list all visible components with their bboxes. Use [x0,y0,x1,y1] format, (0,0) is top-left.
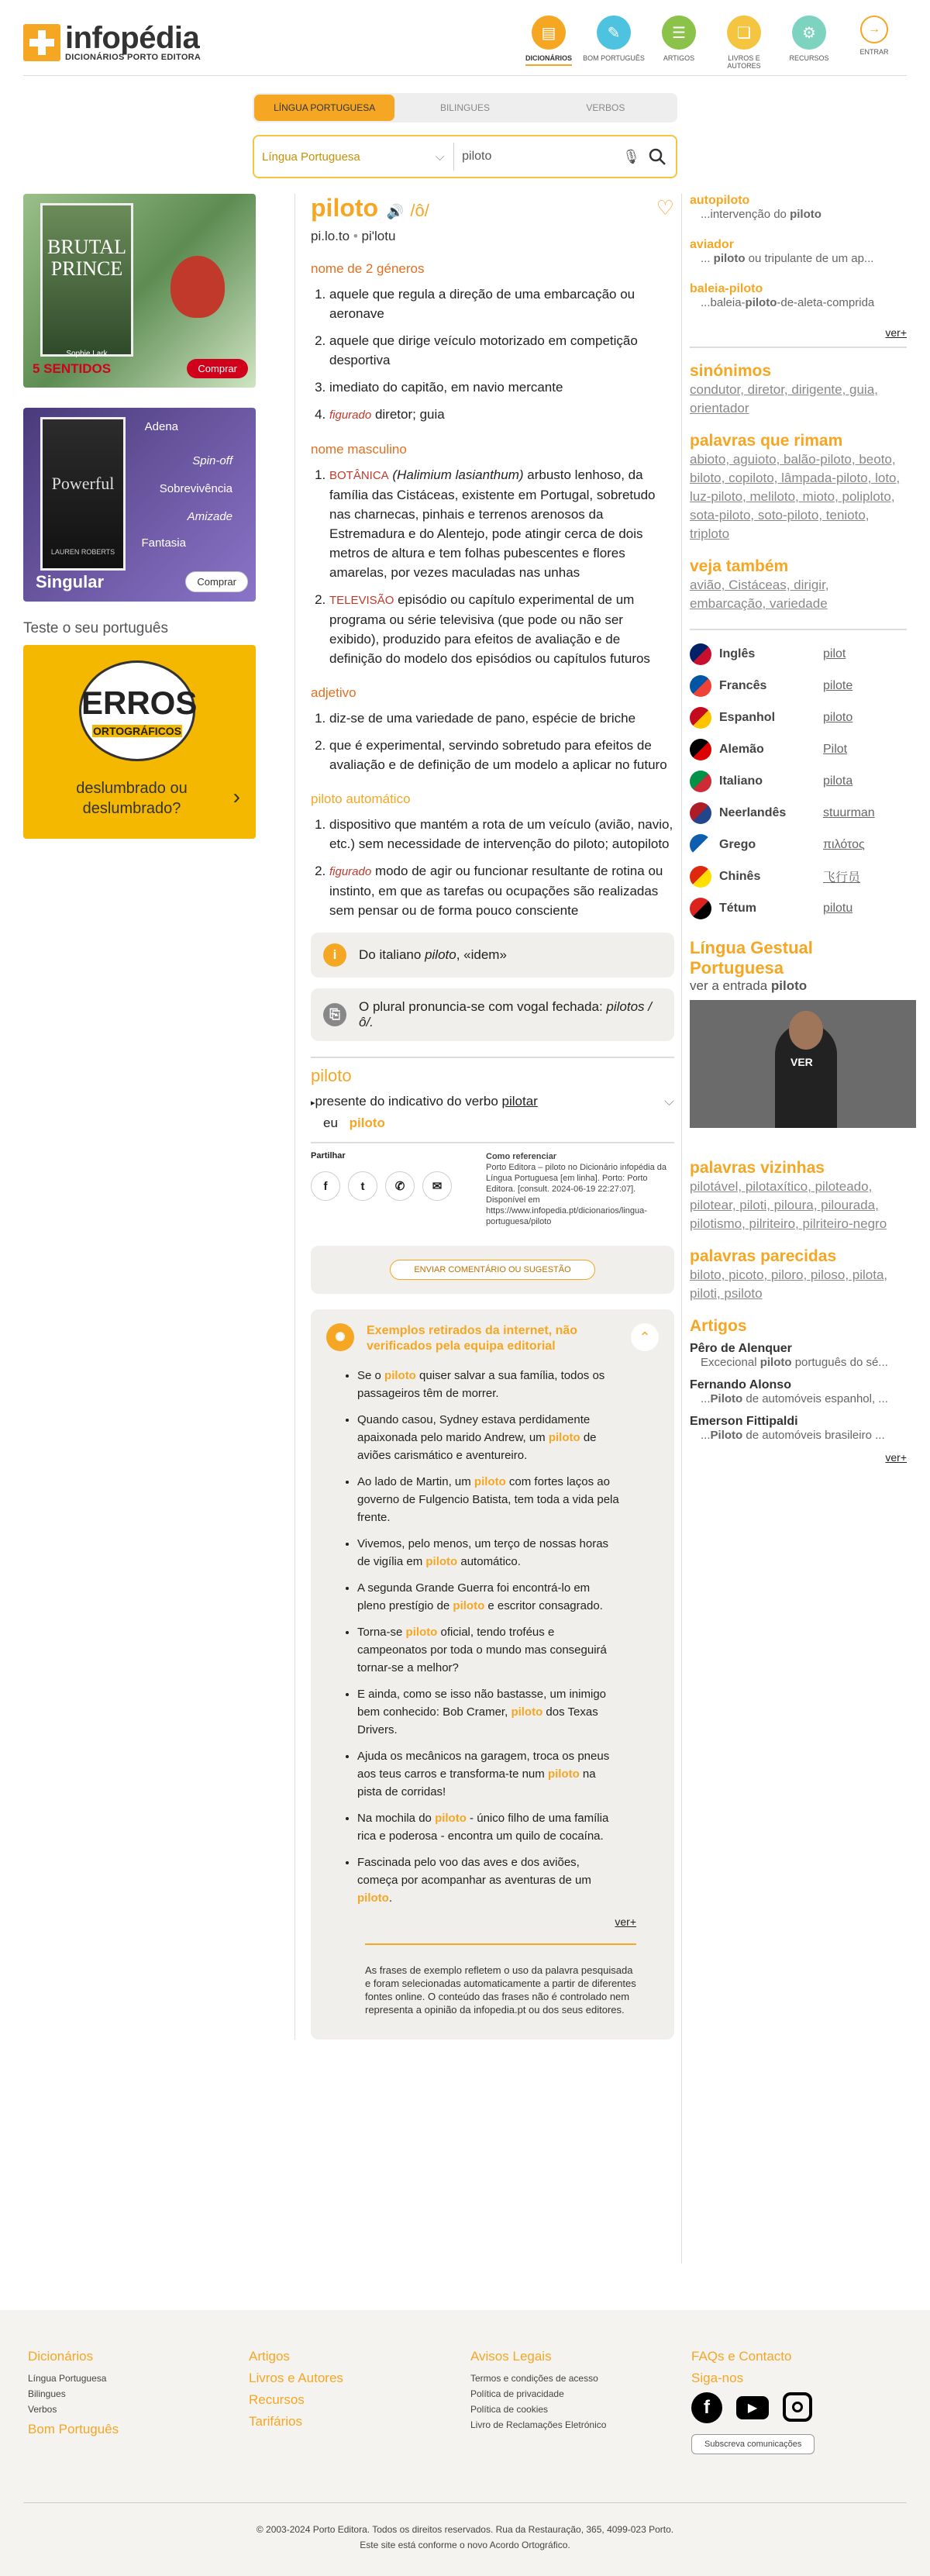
buy-button[interactable]: Comprar [187,359,248,378]
example-sentence [357,1411,621,1464]
whatsapp-icon[interactable]: ✆ [385,1171,415,1201]
related-title: autopiloto [690,194,750,207]
translation-language: Espanhol [719,710,776,724]
article-title: Emerson Fittipaldi [690,1415,798,1428]
book-ad-brutal-prince[interactable] [23,194,256,388]
quiz-logo-subtext: ORTOGRÁFICOS [92,725,182,737]
tab-bilingues[interactable]: BILINGUES [439,102,490,113]
search-bar [253,135,677,178]
chevron-down-icon: ⌵ [435,150,445,164]
articles-title: Artigos [690,1317,747,1335]
translation-word[interactable]: pilote [823,678,853,692]
resources-icon: ⚙ [792,16,826,50]
section-heading: adjetivo [311,685,356,700]
translation-word[interactable]: pilot [823,647,846,660]
signer-head [789,1011,823,1050]
examples-disclaimer: As frases de exemplo refletem o uso da palavra pesquisada e foram selecionadas automaticamente a partir de diferentes fontes online. O conteúdo das frases não é controlado nem representa a opinião da infopedia.pt ou dos seus editores. [365,1964,636,2016]
translation-row [690,860,907,892]
book-author: Sophie Lark [66,350,108,358]
domain-label: BOTÂNICA [329,469,389,482]
sign-language-video[interactable] [690,1000,916,1128]
chevron-right-icon[interactable]: › [232,785,240,809]
nav-artigos[interactable] [646,14,711,70]
footer-link[interactable]: Livros e Autores [249,2371,343,2385]
example-text: e escritor consagrado. [484,1599,603,1612]
snippet: ... [701,252,714,265]
synonyms-list[interactable]: condutor, diretor, dirigente, guia, orientador [690,382,878,416]
article-title: Fernando Alonso [690,1378,791,1391]
related-entry[interactable] [690,194,907,221]
login-icon: → [860,16,888,43]
right-sidebar [690,194,907,1464]
send-comment-button[interactable]: ENVIAR COMENTÁRIO OU SUGESTÃO [390,1260,594,1280]
definition: 2. que é experimental, servindo sobretudo para efeitos de avaliação e de definição de um modelo a aplicar no futuro [329,736,674,774]
book-ad-powerful[interactable] [23,408,256,602]
book-author: LAUREN ROBERTS [50,548,115,556]
etymology-note [311,933,674,978]
cite-title: Como referenciar [486,1152,557,1161]
share-cite-row [311,1142,674,1227]
lgp-word: piloto [770,978,808,993]
translations [690,629,907,924]
book-open-icon: ❏ [727,16,761,50]
related-entry[interactable] [690,282,907,309]
search-input[interactable] [454,150,622,164]
ad-tag: Amizade [187,510,232,523]
translation-word[interactable]: stuurman [823,805,875,819]
translation-word[interactable]: piloto [823,710,853,724]
example-text: A segunda Grande Guerra foi encontrá-lo em pleno prestígio de [357,1581,591,1612]
main-nav [516,14,907,70]
citation [486,1151,674,1227]
footer-link[interactable]: Artigos [249,2349,290,2364]
copyright-line: © 2003-2024 Porto Editora. Todos os direitos reservados. Rua da Restauração, 365, 4099-023 Porto. [256,2524,674,2535]
snippet: ...intervenção do [701,208,790,221]
rhymes-list[interactable]: abioto, aguioto, balão-piloto, beoto, biloto, copiloto, lâmpada-piloto, loto, luz-piloto, meliloto, mioto, poliploto, sota-piloto, soto-piloto, tenioto, triploto [690,452,901,541]
section-heading: nome masculino [311,442,407,457]
snippet-highlight: piloto [760,1356,792,1369]
translation-row [690,829,907,860]
note-text: Do italiano [359,947,425,962]
definition [329,405,674,425]
translation-language: Inglês [719,647,756,660]
nav-label: LIVROS E AUTORES [727,54,761,70]
nav-label: ENTRAR [859,48,889,56]
definition: 2. aquele que dirige veículo motorizado em competição desportiva [329,331,674,370]
translation-language: Neerlandês [719,805,787,819]
nav-dicionarios[interactable] [516,14,581,70]
quiz-heading: Teste o seu português [23,620,168,636]
translation-word[interactable]: πιλότος [823,837,865,851]
example-sentence [357,1685,621,1739]
footer-link[interactable]: FAQs e Contacto [691,2349,792,2364]
translation-row [690,892,907,924]
pronoun: eu [323,1116,338,1130]
snippet-highlight: Piloto [710,1429,743,1442]
example-highlight: piloto [435,1812,467,1825]
example-highlight: piloto [474,1475,506,1488]
strawberry-icon [170,256,225,318]
publisher-logo: Singular [36,572,105,591]
nav-entrar[interactable] [842,14,907,70]
footer-col-social [691,2349,815,2454]
footer-col-dictionaries [28,2349,119,2443]
translation-word[interactable]: pilotu [823,901,853,915]
headword: piloto [311,194,379,222]
column-divider [681,194,682,2264]
article-title: Pêro de Alenquer [690,1342,792,1355]
neighbors-list[interactable]: pilotável, pilotaxítico, piloteado, pilotear, piloti, piloura, pilourada, pilotismo, pilriteiro, pilriteiro-negro [690,1179,887,1231]
definition: 3. imediato do capitão, em navio mercante [329,378,674,397]
example-text: . [388,1891,392,1905]
language-select[interactable] [254,150,453,164]
example-text: Vivemos, pelo menos, um terço de nossas horas de vigília em [357,1537,609,1568]
footer-link[interactable]: Política de cookies [470,2404,549,2415]
footer-heading: Avisos Legais [470,2349,552,2364]
example-text: automático. [457,1555,521,1568]
article-item[interactable] [690,1415,907,1442]
chevron-down-icon: ⌵ [664,1094,674,1109]
microphone-icon[interactable]: 🎙 [622,148,640,164]
globe-icon: ✺ [326,1323,354,1351]
plural-note [311,988,674,1041]
related-entry[interactable] [690,238,907,265]
language-select-value: Língua Portuguesa [262,150,360,164]
article-item[interactable] [690,1378,907,1405]
footer-link[interactable]: Bilingues [28,2388,66,2399]
footer-link[interactable]: Verbos [28,2404,57,2415]
example-sentence [357,1623,621,1677]
translation-language: Chinês [719,869,761,883]
comment-section [311,1246,674,1294]
nav-livros[interactable] [711,14,777,70]
snippet: Excecional [701,1356,760,1369]
articles-list [690,1342,907,1442]
example-highlight: piloto [453,1599,485,1612]
article-item[interactable] [690,1342,907,1369]
conjugation-word: piloto [311,1066,352,1085]
flag-icon [690,675,711,697]
example-highlight: piloto [547,1767,580,1781]
synonyms-title: sinónimos [690,362,772,380]
example-text: Se o [357,1369,385,1382]
translation-word[interactable]: Pilot [823,742,848,756]
translation-word[interactable]: 飞行员 [823,871,861,885]
divider [365,1943,636,1945]
ad-tag: Sobrevivência [159,482,232,495]
snippet: -de-aleta-comprida [777,296,875,309]
book-cover [40,417,126,571]
example-highlight: piloto [548,1431,580,1444]
example-highlight: piloto [425,1555,458,1568]
caret-icon: ▸ [311,1098,315,1108]
definition-text: episódio ou capítulo experimental de um programa ou série televisiva (que pode ou não ser exibido), produzido para efeitos de avaliação e de definição do modelo dos episódios ou capítulos futuros [329,592,650,666]
examples-list [326,1367,621,1907]
quiz-question: deslumbrado ou deslumbrado? [76,780,188,817]
verb-form: piloto [349,1116,385,1130]
note-text: , «idem» [456,947,507,962]
see-also-list[interactable]: avião, Cistáceas, dirigir, embarcação, variedade [690,578,829,611]
definition-list [311,815,674,920]
more-link[interactable]: ver+ [615,1916,636,1928]
definition-list [311,284,674,425]
publisher-logo: 5 SENTIDOS [33,361,112,376]
nav-bom-portugues[interactable] [581,14,646,70]
usage-label: figurado [329,865,372,878]
example-text: - único filho de uma família rica e poderosa - encontra um quilo de cocaína. [357,1812,609,1843]
example-text: de aviões carismático e aventureiro. [357,1431,597,1462]
footer-col-legal [470,2349,606,2433]
example-highlight: piloto [384,1369,416,1382]
quiz-logo [79,660,198,761]
quiz-card[interactable] [23,645,256,839]
paperclip-icon: ⎘ [323,1003,346,1026]
example-text: com fortes laços ao governo de Fulgencio Batista, tem toda a vida pela frente. [357,1475,619,1524]
definition [329,465,674,582]
example-text: Quando casou, Sydney estava perdidamente apaixonada pelo marido Andrew, um [357,1413,591,1444]
flag-icon [690,866,711,888]
snippet-highlight: piloto [790,208,822,221]
example-text: oficial, tendo troféus e campeonatos por toda o mundo mas conseguirá tornar-se a melhor? [357,1626,607,1674]
footer-heading: Siga-nos [691,2371,744,2385]
example-text: E ainda, como se isso não bastasse, um inimigo bem conhecido: Bob Cramer, [357,1688,606,1719]
related-title: aviador [690,238,734,251]
definition: 1. aquele que regula a direção de uma embarcação ou aeronave [329,284,674,323]
book-title: BRUTAL PRINCE [47,236,126,280]
info-icon: i [323,943,346,967]
example-highlight: piloto [405,1626,438,1639]
youtube-icon[interactable]: ▶ [736,2396,769,2419]
example-highlight: piloto [357,1891,389,1905]
examples-box [311,1309,674,2040]
footer-link[interactable]: Política de privacidade [470,2388,564,2399]
book-title: Powerful [51,474,115,493]
translation-language: Tétum [719,901,756,915]
conjugation-block [311,1057,674,1131]
email-icon[interactable]: ✉ [422,1171,452,1201]
usage-label: figurado [329,409,372,422]
footer-link[interactable]: Língua Portuguesa [28,2373,107,2384]
translation-word[interactable]: pilota [823,774,853,788]
footer-link[interactable]: Tarifários [249,2414,302,2429]
copyright-line: Este site está conforme o novo Acordo Ortográfico. [360,2540,570,2550]
example-highlight: piloto [511,1705,543,1719]
definition [329,861,674,920]
example-text: dos Texas Drivers. [357,1705,598,1736]
nav-recursos[interactable] [777,14,842,70]
translation-language: Italiano [719,774,763,788]
flag-icon [690,802,711,824]
translation-row [690,702,907,733]
pronunciation: /ô/ [410,201,429,220]
definition-text: modo de agir ou funcionar resultante de rotina ou instinto, em que as tarefas ou ocupações são realizadas sem pensar ou de forma pouco consciente [329,864,663,918]
snippet: ... [701,1392,711,1405]
more-link[interactable]: ver+ [690,326,907,348]
example-sentence [357,1747,621,1801]
flag-icon [690,771,711,792]
nav-label: DICIONÁRIOS [525,54,572,66]
footer-link[interactable]: Bom Português [28,2422,119,2436]
ad-tag: Fantasia [141,536,186,550]
search-icon[interactable] [648,147,666,166]
see-also-title: veja também [690,557,789,575]
tab-lingua-portuguesa[interactable]: LÍNGUA PORTUGUESA [254,95,394,121]
footer-link[interactable]: Livro de Reclamações Eletrónico [470,2419,607,2430]
books-icon: ▤ [532,16,566,50]
example-text: quiser salvar a sua família, todos os passageiros têm de morrer. [357,1369,605,1400]
snippet: ... [701,1429,711,1442]
example-text: Na mochila do [357,1812,436,1825]
entry-content: piloto 🔊 /ô/ ♡ pi.lo.to • pi'lotu nome de 2 géneros 1. aquele que regula a direção de uma embarcação ou aeronave 2. aquele que dirige veículo motorizado em competição desportiva 3. imediato do capitão, em navio mercante 4. figurado diretor; guia nome masculino 1. BOTÂNICA (Halimium lasianthum) arbusto lenhoso, da família das Cistáceas, existente em Portugal, sobretudo nas charnecas, pinhais e terrenos arenosos da Estremadura e do Alentejo, pode atingir cerca de dois metros de altura e tem folhas pubescentes e flores amarelas, por vezes maculadas nas unhas 2. TELEVISÃO episódio ou capítulo experimental de um programa ou série televisiva (que pode ou não ser exibido), produzido para efeitos de avaliação e de definição do modelo dos episódios ou capítulos futuros adjetivo 1. diz-se de uma variedade de pano, espécie de briche 2. que é experimental, servindo sobretudo para efeitos de avaliação e de definição de um modelo a aplicar no futuro piloto automático 1. dispositivo que mantém a rota de um veículo (avião, navio, etc.) sem necessidade de intervenção do piloto; autopiloto 2. figurado modo de agir ou funcionar resultante de rotina ou instinto, em que as tarefas ou ocupações são realizadas sem pensar ou de forma pouco consciente i Do italiano piloto, «idem» ⎘ O plural pronuncia-se com vogal fechada: pilotos /ô/. piloto ▸presente do indicativo do verbo pilotar ⌵ eu piloto Partilhar f t ✆ ✉ Como referenciar Porto Editora – piloto no Dicionário infopédia da Língua Portuguesa [em linha]. Porto: Porto Editora. [consult. 2024-06-19 22:27:07]. Disponível em https://www.infopedia.pt/dicionarios/lingua-portuguesa/piloto ENVIAR COMENTÁRIO OU SUGESTÃO ✺ Exemplos retirados da internet, não verificados pela equipa editorial ⌃ • Se o piloto quiser salvar a sua família, todos os passageiros têm de morrer. • Quando casou, Sydney estava perdidamente apaixonada pelo marido Andrew, um piloto de aviões carismático e aventureiro. • Ao lado de Martin, um piloto com fortes laços ao governo de Fulgencio Batista, tem toda a vida pela frente. • Vivemos, pelo menos, um terço de nossas horas de vigília em piloto automático. • A segunda Grande Guerra foi encontrá-lo em pleno prestígio de piloto e escritor consagrado. • Torna-se piloto oficial, tendo troféus e campeonatos por toda o mundo mas conseguirá tornar-se a melhor? • E ainda, como se isso não bastasse, um inimigo bem conhecido: Bob Cramer, piloto dos Texas Drivers. • Ajuda os mecânicos na garagem, troca os pneus aos teus carros e transforma-te num piloto na pista de corridas! • Na mochila do piloto - único filho de uma família rica e poderosa - encontra um quilo de cocaína. • Fascinada pelo voo das aves e dos aviões, começa por acompanhar as aventuras de um piloto. ver+ As frases de exemplo refletem o uso da palavra pesquisada e foram selecionadas automaticamente a partir de diferentes fontes online. O conteúdo das frases não é controlado nem representa a opinião da infopedia.pt ou dos seus editores. [294,194,674,2040]
nav-label: BOM PORTUGUÊS [583,54,645,62]
footer-col-content [249,2349,343,2436]
nav-label: RECURSOS [789,54,829,62]
related-entries [690,194,907,309]
translation-row [690,797,907,829]
snippet-highlight: Piloto [710,1392,743,1405]
buy-button[interactable]: Comprar [185,571,248,592]
definition-text: diretor; guia [371,407,445,422]
phonetic: pi'lotu [361,229,396,243]
neighbors-title: palavras vizinhas [690,1159,825,1177]
related-title: baleia-piloto [690,282,763,295]
definition-list [311,709,674,774]
scientific-name: (Halimium lasianthum) [392,467,524,482]
note-word: piloto [425,947,456,962]
chevron-up-icon[interactable]: ⌃ [631,1323,659,1351]
example-text: Ao lado de Martin, um [357,1475,474,1488]
brand-name: infopédia [65,21,200,55]
verb-link[interactable]: pilotar [501,1094,538,1109]
snippet: ...baleia- [701,296,746,309]
snippet-highlight: piloto [713,252,746,265]
footer [0,2310,930,2576]
pencil-icon: ✎ [597,16,631,50]
flag-icon [690,707,711,729]
example-text: Fascinada pelo voo das aves e dos aviões, começa por acompanhar as aventuras de um [357,1856,591,1887]
snippet: de automóveis espanhol, ... [742,1392,888,1405]
book-cover [40,203,133,357]
facebook-icon[interactable]: f [311,1171,340,1201]
example-sentence [357,1809,621,1845]
rhymes-title: palavras que rimam [690,432,843,450]
syllables: pi.lo.to [311,229,350,243]
heart-icon[interactable]: ♡ [656,196,674,219]
ad-tag: Adena [144,420,178,433]
cite-text: Porto Editora – piloto no Dicionário infopédia da Língua Portuguesa [em linha]. Porto: Porto Editora. [consult. 2024-06-19 22:27:07]. Disponível em https://www.infopedia.pt/dicionarios/lingua-portuguesa/piloto [486,1163,666,1226]
definition-text: arbusto lenhoso, da família das Cistáceas, existente em Portugal, sobretudo nas charnecas, pinhais e terrenos arenosos da Estremadura e do Alentejo, pode atingir cerca de dois metros de altura e tem folhas pubescentes e flores amarelas, por vezes maculadas nas unhas [329,467,656,580]
example-sentence [357,1579,621,1615]
example-sentence [357,1367,621,1402]
translation-language: Francês [719,678,767,692]
play-label: VER [790,1056,813,1068]
header [23,0,907,76]
examples-title: Exemplos retirados da internet, não verificados pela equipa editorial [367,1324,578,1353]
quiz-logo-text: ERROS [81,685,198,721]
note-word: pilotos /ô/. [359,999,652,1029]
facebook-icon[interactable]: f [691,2392,722,2423]
example-text: na pista de corridas! [357,1767,596,1798]
snippet-highlight: piloto [745,296,777,309]
twitter-icon[interactable]: t [348,1171,377,1201]
speaker-icon[interactable]: 🔊 [386,204,404,219]
section-heading: nome de 2 géneros [311,261,425,276]
definition [329,590,674,668]
ad-tag: Spin-off [192,454,232,467]
brand-sub: DICIONÁRIOS PORTO EDITORA [65,53,202,62]
translation-row [690,670,907,702]
translation-row [690,765,907,797]
translation-row [690,638,907,670]
translation-language: Grego [719,837,756,851]
article-icon: ☰ [662,16,696,50]
snippet: português do sé... [791,1356,888,1369]
note-text: O plural pronuncia-se com vogal fechada: [359,999,607,1014]
footer-link[interactable]: Recursos [249,2392,305,2407]
footer-link[interactable]: Dicionários [28,2349,94,2364]
translation-row [690,733,907,765]
flag-icon [690,898,711,919]
tab-verbos[interactable]: VERBOS [586,102,625,113]
conjugation-desc: presente do indicativo do verbo [315,1094,502,1109]
nav-label: ARTIGOS [663,54,695,62]
similar-list[interactable]: biloto, picoto, piloro, piloso, pilota, piloti, psiloto [690,1267,888,1301]
domain-label: TELEVISÃO [329,594,394,607]
example-sentence [357,1473,621,1526]
logo-cross-icon [23,24,60,61]
instagram-icon[interactable] [783,2392,812,2422]
example-sentence [357,1854,621,1907]
example-text: Ajuda os mecânicos na garagem, troca os pneus aos teus carros e transforma-te num [357,1750,610,1781]
copyright [23,2502,907,2553]
page [23,0,907,2310]
subscribe-button[interactable]: Subscreva comunicações [691,2434,815,2454]
lgp-title: Língua Gestual Portuguesa [690,938,813,978]
similar-title: palavras parecidas [690,1247,837,1265]
conjugation-toggle[interactable] [311,1094,674,1109]
footer-link[interactable]: Termos e condições de acesso [470,2373,598,2384]
flag-icon [690,739,711,760]
site-logo[interactable] [23,23,201,62]
definition: 1. dispositivo que mantém a rota de um veículo (avião, navio, etc.) sem necessidade de intervenção do piloto; autopiloto [329,815,674,853]
snippet: de automóveis brasileiro ... [742,1429,885,1442]
example-text: Torna-se [357,1626,406,1639]
example-sentence [357,1535,621,1571]
section-heading: piloto automático [311,791,411,806]
flag-icon [690,834,711,856]
left-sidebar [23,194,256,839]
definition-list [311,465,674,668]
dictionary-tabs [253,93,677,122]
more-link[interactable]: ver+ [885,1451,907,1464]
share-label: Partilhar [311,1151,346,1160]
translation-language: Alemão [719,742,764,756]
definition: 1. diz-se de uma variedade de pano, espécie de briche [329,709,674,728]
lgp-sub: ver a entrada [690,978,771,993]
snippet: ou tripulante de um ap... [745,252,874,265]
flag-icon [690,643,711,665]
